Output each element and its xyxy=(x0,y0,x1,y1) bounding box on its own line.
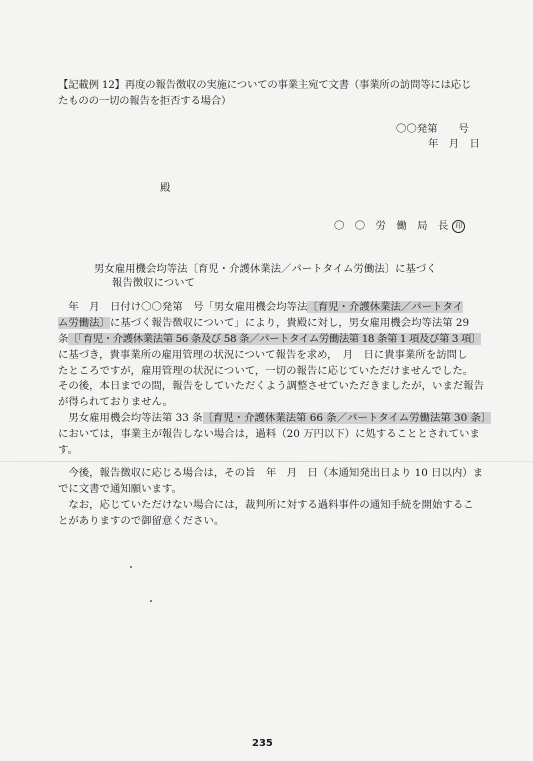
scan-speck xyxy=(150,600,152,602)
sender-name: 〇 〇 労 働 局 長 xyxy=(334,220,449,232)
sender-block xyxy=(334,219,465,235)
paragraph-4-line-1: なお，応じていただけない場合には，裁判所に対する過料事件の通知手続を開始するこ xyxy=(58,499,474,511)
highlight-law-3: 〔「育児・介護休業法第 56 条及び 58 条／パートタイム労働法第 18 条第 1 項及び第 3 項〕 xyxy=(68,333,481,345)
page-number: 235 xyxy=(252,738,273,749)
paragraph-2-line-3: す。 xyxy=(58,444,78,456)
highlight-law-2: ム労働法〕 xyxy=(58,317,110,329)
highlight-law-4: 〔育児・介護休業法第 66 条／パートタイム労働法第 30 条〕 xyxy=(202,412,492,424)
highlight-law-1: 〔育児・介護休業法／パートタイ xyxy=(307,301,464,313)
heading-line-2: たものの一切の報告を拒否する場合） xyxy=(58,95,232,107)
scan-artifact-line xyxy=(0,461,533,462)
paragraph-3-line-2: でに文書で通知願います。 xyxy=(58,483,182,495)
seal-stamp: 印 xyxy=(452,220,465,233)
scan-speck xyxy=(130,566,132,568)
paragraph-2-line-2: においては，事業主が報告しない場合は，過料（20 万円以下）に処することとされていま xyxy=(58,428,480,440)
paragraph-2-line-1: 男女雇用機会均等法第 33 条〔育児・介護休業法第 66 条／パートタイム労働法第 30 条〕 xyxy=(58,412,492,424)
paragraph-1-line-2: ム労働法〕に基づく報告徴収について」により，貴殿に対し，男女雇用機会均等法第 29 xyxy=(58,317,470,329)
subject-line-1: 男女雇用機会均等法〔育児・介護休業法／パートタイム労働法〕に基づく xyxy=(94,263,437,275)
subject-line-2: 報告徴収について xyxy=(112,277,195,289)
paragraph-1-line-4: に基づき，貴事業所の雇用管理の状況について報告を求め， 月 日に貴事業所を訪問し xyxy=(58,349,468,361)
paragraph-4-line-2: とがありますので御留意ください。 xyxy=(58,515,225,527)
document-date: 年 月 日 xyxy=(428,138,480,150)
paragraph-1-line-7: が得られておりません。 xyxy=(58,396,173,408)
paragraph-1-line-5: たところですが，雇用管理の状況について，一切の報告に応じていただけませんでした。 xyxy=(58,365,474,377)
paragraph-1-line-3: 条〔「育児・介護休業法第 56 条及び 58 条／パートタイム労働法第 18 条第 1 項及び第 3 項〕 xyxy=(58,333,481,345)
paragraph-3-line-1: 今後，報告徴収に応じる場合は，その旨 年 月 日（本通知発出日より 10 日以内）ま xyxy=(58,467,484,479)
document-number: 〇〇発第 号 xyxy=(396,123,469,135)
addressee: 殿 xyxy=(160,182,171,194)
paragraph-1-line-1: 年 月 日付け〇〇発第 号「男女雇用機会均等法〔育児・介護休業法／パートタイ xyxy=(58,301,464,313)
paragraph-1-line-6: その後，本日までの間，報告をしていただくよう調整させていただきましたが，いまだ報告 xyxy=(58,380,485,392)
heading-line-1: 【記載例 12】再度の報告徴収の実施についての事業主宛て文書（事業所の訪問等には応じ xyxy=(58,79,472,91)
